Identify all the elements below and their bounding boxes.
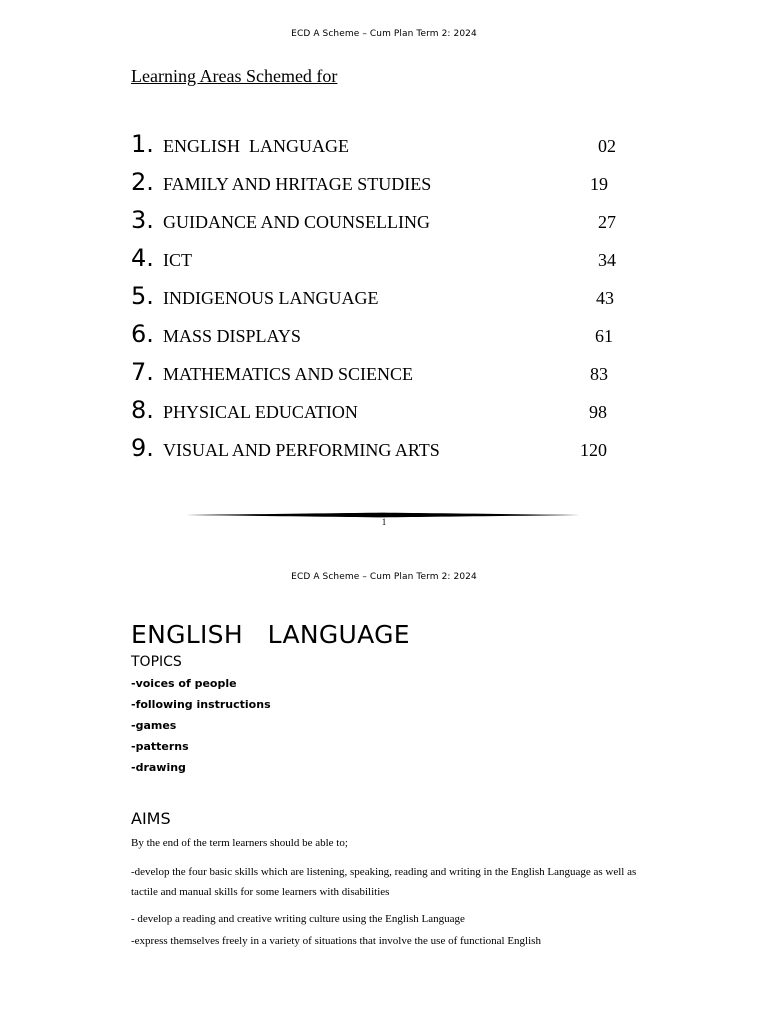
toc-item	[131, 242, 651, 280]
toc-item	[131, 394, 651, 432]
toc-item-title: ENGLISH LANGUAGE	[163, 136, 349, 156]
aims-intro: By the end of the term learners should be able to;	[131, 837, 348, 849]
toc-item-title: MATHEMATICS AND SCIENCE	[163, 364, 414, 384]
toc-item-title: MASS DISPLAYS	[163, 326, 301, 346]
section-title: ENGLISH LANGUAGE	[131, 620, 410, 649]
page-header: ECD A Scheme – Cum Plan Term 2: 2024	[291, 29, 477, 39]
toc-item	[131, 318, 651, 356]
toc-item-page: 02	[598, 136, 616, 156]
toc-item-title: FAMILY AND HRITAGE STUDIES	[163, 174, 432, 194]
page-number: 1	[381, 517, 387, 527]
toc-item-title: ICT	[163, 250, 192, 270]
toc-item-number: 1.	[131, 130, 154, 158]
toc-item-title: PHYSICAL EDUCATION	[163, 402, 358, 422]
toc-item-title: INDIGENOUS LANGUAGE	[163, 288, 379, 308]
aim-paragraph: - develop a reading and creative writing culture using the English Language	[131, 913, 465, 925]
toc-item-title: VISUAL AND PERFORMING ARTS	[163, 440, 440, 460]
topic-item: -drawing	[131, 761, 186, 774]
topic-item: -patterns	[131, 740, 189, 753]
toc-item-page: 98	[589, 402, 607, 422]
toc-item-number: 5.	[131, 282, 154, 310]
toc-item	[131, 356, 651, 394]
topic-item: -games	[131, 719, 177, 732]
toc-item-page: 43	[596, 288, 614, 308]
toc-item	[131, 280, 651, 318]
page-header: ECD A Scheme – Cum Plan Term 2: 2024	[291, 572, 477, 582]
toc-item-number: 7.	[131, 358, 154, 386]
aims-heading: AIMS	[131, 809, 171, 828]
toc-item-number: 8.	[131, 396, 154, 424]
toc-item	[131, 128, 651, 166]
toc-item	[131, 166, 651, 204]
toc-item-number: 9.	[131, 434, 154, 462]
topics-list	[131, 675, 271, 780]
toc-item-page: 27	[598, 212, 616, 232]
toc-item	[131, 204, 651, 242]
aim-paragraph: -develop the four basic skills which are listening, speaking, reading and writing in the English Language as well as tactile and manual skills for some learners with disabilities	[131, 866, 637, 898]
toc-item-page: 61	[595, 326, 613, 346]
topics-heading: TOPICS	[131, 654, 182, 670]
toc-item-page: 34	[598, 250, 616, 270]
toc-item-number: 6.	[131, 320, 154, 348]
toc-item-title: GUIDANCE AND COUNSELLING	[163, 212, 430, 232]
topic-item: -following instructions	[131, 698, 271, 711]
aim-paragraph: -express themselves freely in a variety of situations that involve the use of functional English	[131, 935, 541, 947]
toc-item-page: 19	[590, 174, 608, 194]
toc-item-number: 2.	[131, 168, 154, 196]
toc-item-number: 3.	[131, 206, 154, 234]
topic-item: -voices of people	[131, 677, 237, 690]
toc-item-number: 4.	[131, 244, 154, 272]
toc-item-page: 120	[580, 440, 607, 460]
toc-item	[131, 432, 651, 470]
toc-item-page: 83	[590, 364, 608, 384]
table-of-contents	[131, 128, 651, 470]
toc-heading: Learning Areas Schemed for	[131, 66, 338, 86]
